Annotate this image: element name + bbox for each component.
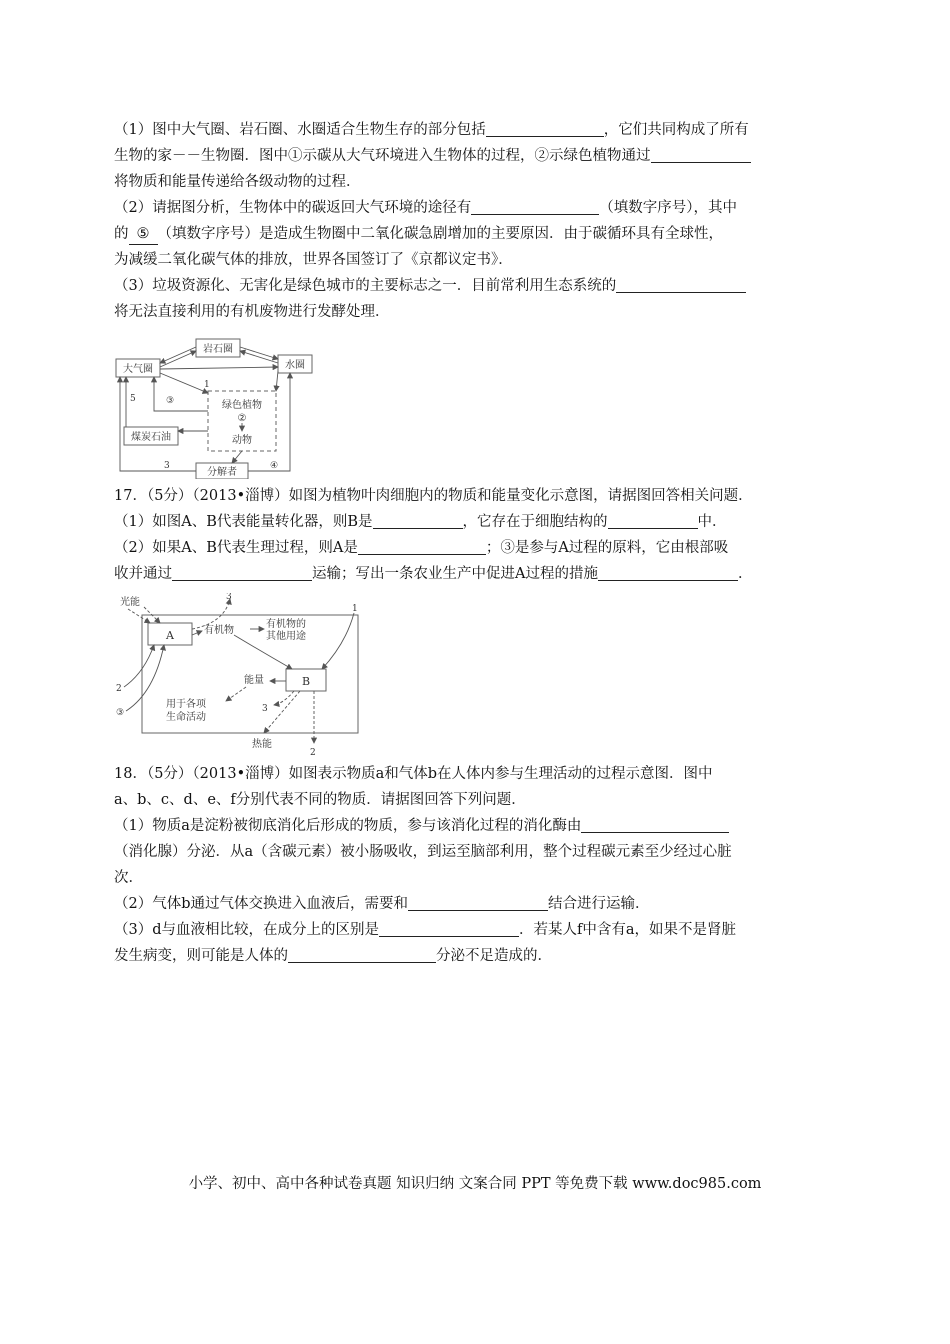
arrow-number-4: ④ <box>270 461 279 471</box>
question-content <box>114 117 844 969</box>
arrow-number-2: ② <box>237 413 247 424</box>
q16-text: （填数字序号），其中 <box>599 200 737 216</box>
arrow-number-5: 5 <box>130 394 136 404</box>
q18-text: ．若某人f中含有a，如果不是肾脏 <box>519 922 737 938</box>
q16-line-7 <box>114 273 844 299</box>
energy-label: 能量 <box>244 675 264 686</box>
water-sphere-label: 水圈 <box>285 360 305 371</box>
number-3-bottom: 3 <box>262 704 268 714</box>
atmosphere-label: 大气圈 <box>123 364 153 375</box>
decomposer-label: 分解者 <box>207 467 237 478</box>
q18-text: （2）气体b通过气体交换进入血液后，需要和 <box>114 896 409 912</box>
q16-line-6 <box>114 247 844 273</box>
life-activity-label-2: 生命活动 <box>166 712 206 723</box>
q16-line-8 <box>114 299 844 325</box>
q16-line-4 <box>114 195 844 221</box>
q16-text: （2）请据图分析，生物体中的碳返回大气环境的途径有 <box>114 200 472 216</box>
q17-line-1 <box>114 509 844 535</box>
q17-line-2 <box>114 535 844 561</box>
carbon-cycle-diagram <box>114 331 434 479</box>
q18-title-1 <box>114 761 844 787</box>
q18-text: a、b、c、d、e、f分别代表不同的物质．请据图回答下列问题． <box>114 792 526 808</box>
answer-blank[interactable] <box>651 144 751 163</box>
q18-text: 分泌不足造成的． <box>436 948 552 964</box>
label-b: B <box>301 675 311 688</box>
animal-label: 动物 <box>232 435 252 446</box>
answer-blank[interactable] <box>373 510 463 529</box>
organic-other-label-2: 其他用途 <box>266 631 306 642</box>
organic-matter-label: 有机物 <box>204 625 234 636</box>
q16-text: 将无法直接利用的有机废物进行发酵处理． <box>114 304 390 320</box>
arrow-number-3b: 3 <box>164 461 170 471</box>
q16-line-5 <box>114 221 844 247</box>
answer-blank[interactable] <box>598 562 738 581</box>
q16-text: ，它们共同构成了所有 <box>603 122 749 138</box>
organic-other-label-1: 有机物的 <box>266 619 306 630</box>
coal-oil-label: 煤炭石油 <box>131 432 171 443</box>
q18-text: （1）物质a是淀粉被彻底消化后形成的物质，参与该消化过程的消化酶由 <box>114 818 582 834</box>
answer-blank[interactable] <box>471 196 599 215</box>
q17-text: 运输；写出一条农业生产中促进A过程的措施 <box>312 566 598 582</box>
answer-blank[interactable] <box>608 510 698 529</box>
q16-text: 生物的家－－生物圈．图中①示碳从大气环境进入生物体的过程，②示绿色植物通过 <box>114 148 651 164</box>
leaf-cell-diagram <box>114 593 374 757</box>
q17-text: ，它存在于细胞结构的 <box>462 514 608 530</box>
q16-line-3 <box>114 169 844 195</box>
answer-blank[interactable] <box>358 536 486 555</box>
q16-text: 的 <box>114 226 129 242</box>
number-3-left: ③ <box>116 708 125 718</box>
q16-line-2 <box>114 143 844 169</box>
q18-text: （3）d与血液相比较，在成分上的区别是 <box>114 922 380 938</box>
q17-text: ． <box>737 566 753 582</box>
rock-sphere-label: 岩石圈 <box>203 344 233 355</box>
number-2-bottom: 2 <box>310 748 316 757</box>
q18-text: （消化腺）分泌．从a（含碳元素）被小肠吸收，到运至脑部利用，整个过程碳元素至少经过心脏 <box>114 844 732 860</box>
q17-line-3 <box>114 561 844 587</box>
q16-text: 为减缓二氧化碳气体的排放，世界各国签订了《京都议定书》． <box>114 252 513 268</box>
heat-energy-label: 热能 <box>252 739 272 750</box>
q18-text: 结合进行运输． <box>548 896 650 912</box>
number-1: 1 <box>352 604 358 614</box>
q16-line-1 <box>114 117 844 143</box>
q18-text: 发生病变，则可能是人体的 <box>114 948 288 964</box>
answer-blank[interactable] <box>172 562 312 581</box>
q16-text: （3）垃圾资源化、无害化是绿色城市的主要标志之一．目前常利用生态系统的 <box>114 278 617 294</box>
q17-text: （1）如图A、B代表能量转化器，则B是 <box>114 514 373 530</box>
q17-title <box>114 483 844 509</box>
life-activity-label-1: 用于各项 <box>166 699 206 710</box>
answer-blank[interactable] <box>288 944 436 963</box>
q18-line-5 <box>114 917 844 943</box>
arrow-number-3: ③ <box>166 396 175 406</box>
filled-answer: ⑤ <box>129 224 158 245</box>
q17-text: （2）如果A、B代表生理过程，则A是 <box>114 540 358 556</box>
q16-text: （填数字序号）是造成生物圈中二氧化碳急剧增加的主要原因．由于碳循环具有全球性， <box>157 226 723 242</box>
answer-blank[interactable] <box>379 918 519 937</box>
q17-text: ；③是参与A过程的原料，它由根部吸 <box>485 540 729 556</box>
green-plant-label: 绿色植物 <box>222 400 262 411</box>
light-energy-label: 光能 <box>120 597 140 608</box>
q17-text: 收并通过 <box>114 566 172 582</box>
q18-line-1 <box>114 813 844 839</box>
carbon-cycle-figure <box>114 331 844 479</box>
label-a: A <box>166 629 174 642</box>
q17-text: 中． <box>697 514 727 530</box>
number-3-top: 3 <box>226 593 232 602</box>
answer-blank[interactable] <box>581 814 729 833</box>
answer-blank[interactable] <box>616 274 746 293</box>
answer-blank[interactable] <box>408 892 548 911</box>
q18-line-4 <box>114 891 844 917</box>
q18-text: 18．（5分）（2013•淄博）如图表示物质a和气体b在人体内参与生理活动的过程示意图．图中 <box>114 766 713 782</box>
q18-line-3 <box>114 865 844 891</box>
arrow-number-1: 1 <box>204 380 210 390</box>
leaf-cell-figure <box>114 593 844 757</box>
q18-line-2 <box>114 839 844 865</box>
q18-text: 次． <box>114 870 143 886</box>
q16-text: 将物质和能量传递给各级动物的过程． <box>114 174 361 190</box>
q17-text: 17．（5分）（2013•淄博）如图为植物叶肉细胞内的物质和能量变化示意图，请据图回答相关问题． <box>114 488 753 504</box>
number-2-left: 2 <box>116 684 122 694</box>
q16-text: （1）图中大气圈、岩石圈、水圈适合生物生存的部分包括 <box>114 122 486 138</box>
page-footer: 小学、初中、高中各种试卷真题 知识归纳 文案合同 PPT 等免费下载 www.doc985.com <box>188 1176 762 1192</box>
q18-title-2 <box>114 787 844 813</box>
answer-blank[interactable] <box>486 118 604 137</box>
q18-line-6 <box>114 943 844 969</box>
